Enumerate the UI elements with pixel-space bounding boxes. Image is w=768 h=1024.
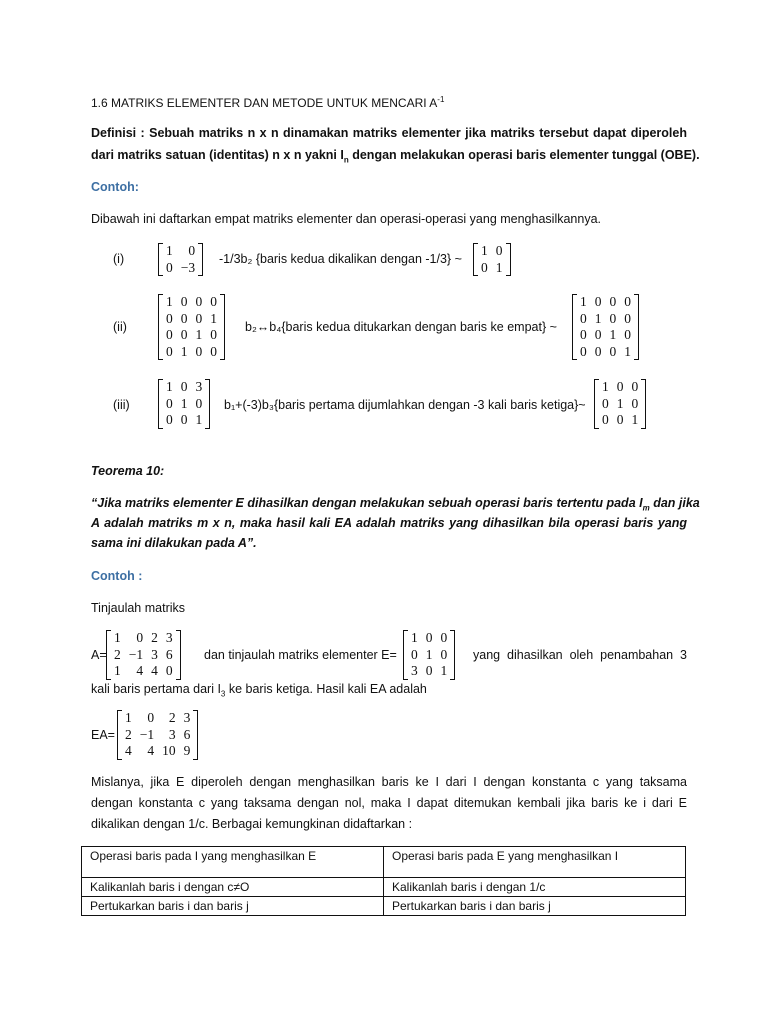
theorem-line-2: A adalah matriks m x n, maka hasil kali EA adalah matriks yang dihasilkan bila operasi baris yang	[91, 516, 687, 530]
operations-table	[81, 846, 686, 916]
matrix-cell: 0	[495, 243, 503, 258]
matrix-cell: 0	[425, 630, 433, 645]
matrix-cell: 0	[195, 395, 203, 411]
matrix-row	[162, 396, 206, 413]
matrix-row	[121, 727, 194, 744]
matrix-cell: 0	[616, 379, 624, 394]
matrix-cell: 0	[210, 327, 217, 342]
matrix-row	[162, 243, 199, 260]
matrix-cell: 0	[440, 630, 448, 645]
matrix-cell: 0	[188, 243, 196, 258]
table-cell: Pertukarkan baris i dan baris j	[384, 897, 686, 916]
definition-line-2: dari matriks satuan (identitas) n x n yakni $I_n$ dengan melakukan operasi baris elementer tunggal (OBE).	[91, 148, 700, 165]
matrix-cell: 0	[166, 412, 173, 427]
matrix-row	[110, 647, 177, 664]
matrix-cell: 0	[609, 310, 617, 326]
matrix-cell: 0	[631, 395, 639, 411]
matrix-cell: 0	[166, 310, 173, 326]
matrix-cell: 1	[631, 412, 639, 427]
matrix-cell: 1	[180, 395, 188, 411]
matrix-row	[162, 344, 221, 361]
matrix-cell: 0	[580, 327, 587, 342]
matrix-a-label: A=	[91, 648, 107, 662]
matrix-cell: 1	[114, 663, 121, 678]
matrix-row	[162, 379, 206, 396]
matrix-cell: 0	[180, 412, 188, 427]
contoh-heading-2: Contoh :	[91, 569, 143, 583]
matrix-cell: 0	[580, 310, 587, 326]
matrix-cell: 6	[183, 726, 191, 742]
matrix-cell: 0	[166, 343, 173, 359]
matrix-cell: 0	[180, 379, 188, 394]
table-header-cell: Operasi baris pada I yang menghasilkan E	[82, 847, 384, 878]
matrix-cell: 0	[602, 412, 609, 427]
matrix-cell: 4	[147, 743, 155, 758]
intro-text: Dibawah ini daftarkan empat matriks elementer dan operasi-operasi yang menghasilkannya.	[91, 212, 601, 226]
matrix-iii-right	[594, 379, 646, 429]
matrix-i-right	[473, 243, 511, 276]
matrix-row	[162, 260, 199, 277]
matrix-cell: 0	[147, 710, 155, 725]
paragraph-line-3: dikalikan dengan 1/c. Berbagai kemungkinan didaftarkan :	[91, 817, 413, 831]
table-cell: Kalikanlah baris i dengan c≠O	[82, 878, 384, 897]
continuation-text: kali baris pertama dari $I_3$ ke baris ketiga. Hasil kali EA adalah	[91, 682, 427, 699]
matrix-cell: 1	[210, 310, 217, 326]
matrix-cell: 0	[166, 327, 173, 342]
matrix-cell: 0	[594, 294, 602, 309]
matrix-cell: 1	[580, 294, 587, 309]
matrix-cell: 1	[616, 395, 624, 411]
matrix-cell: 2	[114, 646, 121, 662]
matrix-row	[576, 294, 635, 311]
theorem-subscript: m	[642, 503, 650, 513]
matrix-cell: 1	[440, 663, 448, 678]
matrix-cell: 2	[151, 630, 158, 645]
matrix-row	[598, 396, 642, 413]
matrix-cell: 0	[180, 327, 188, 342]
matrix-row	[576, 311, 635, 328]
matrix-row	[162, 412, 206, 429]
matrix-ii-left	[158, 294, 225, 360]
matrix-e	[403, 630, 455, 680]
matrix-cell: 1	[609, 327, 617, 342]
matrix-cell: 3	[411, 663, 418, 678]
theorem-title: Teorema 10:	[91, 464, 165, 478]
matrix-cell: −1	[139, 726, 155, 742]
matrix-cell: 0	[481, 259, 488, 275]
matrix-row	[576, 327, 635, 344]
matrix-cell: 0	[580, 343, 587, 359]
matrix-cell: −1	[128, 646, 144, 662]
matrix-row	[576, 344, 635, 361]
matrix-cell: 1	[114, 630, 121, 645]
matrix-row	[477, 243, 507, 260]
matrix-iii-left	[158, 379, 210, 429]
matrix-cell: 1	[166, 243, 173, 258]
matrix-row	[110, 630, 177, 647]
matrix-cell: 1	[166, 294, 173, 309]
matrix-cell: 0	[594, 327, 602, 342]
matrix-cell: 0	[165, 663, 173, 678]
matrix-cell: 2	[168, 710, 176, 725]
matrix-cell: 1	[125, 710, 132, 725]
matrix-cell: 3	[151, 646, 158, 662]
matrix-cell: 0	[411, 646, 418, 662]
table-row	[82, 878, 686, 897]
matrix-cell: 1	[411, 630, 418, 645]
matrix-cell: 0	[624, 327, 631, 342]
example-i-label: (i)	[113, 252, 125, 266]
matrix-cell: 0	[195, 343, 203, 359]
matrix-cell: 0	[616, 412, 624, 427]
matrix-cell: 4	[151, 663, 158, 678]
matrix-cell: 4	[125, 743, 132, 758]
definition-line-1: Definisi : Sebuah matriks n x n dinamakan matriks elementer jika matriks tersebut dapat diperoleh	[91, 126, 687, 140]
example-ii-label: (ii)	[113, 320, 127, 334]
matrix-cell: 0	[180, 294, 188, 309]
theorem-line-3: sama ini dilakukan pada A”.	[91, 536, 257, 550]
matrix-e-text: yang dihasilkan oleh penambahan 3	[473, 648, 687, 662]
paragraph-line-1: Mislanya, jika E diperoleh dengan menghasilkan baris ke I dari I dengan konstanta c yang taksama	[91, 775, 687, 789]
theorem-line-1: “Jika matriks elementer E dihasilkan dengan melakukan sebuah operasi baris tertentu pada $I_m$ dan jika	[91, 496, 700, 513]
matrix-ea	[117, 710, 198, 760]
matrix-row	[110, 663, 177, 680]
matrix-cell: 1	[425, 646, 433, 662]
matrix-cell: 0	[425, 663, 433, 678]
definition-subscript: n	[343, 155, 349, 165]
matrix-cell: 1	[166, 379, 173, 394]
matrix-cell: 0	[180, 310, 188, 326]
matrix-ea-label: EA=	[91, 728, 115, 742]
matrix-cell: 3	[195, 379, 203, 394]
matrix-cell: 1	[195, 412, 203, 427]
matrix-cell: 0	[210, 343, 217, 359]
matrix-row	[407, 647, 451, 664]
table-cell: Pertukarkan baris i dan baris j	[82, 897, 384, 916]
matrix-cell: 1	[195, 327, 203, 342]
matrix-cell: 6	[165, 646, 173, 662]
matrix-cell: 1	[495, 259, 503, 275]
matrix-row	[598, 379, 642, 396]
matrix-row	[121, 743, 194, 760]
paragraph-line-2: dengan konstanta c yang taksama dengan nol, maka I dapat ditemukan kembali jika baris ke i dari E	[91, 796, 687, 810]
matrix-row	[407, 630, 451, 647]
matrix-row	[162, 327, 221, 344]
matrix-row	[477, 260, 507, 277]
matrix-cell: 0	[210, 294, 217, 309]
matrix-cell: 0	[195, 310, 203, 326]
matrix-row	[121, 710, 194, 727]
example-i-operation: -1/3b₂ {baris kedua dikalikan dengan -1/3} ~	[219, 252, 462, 266]
matrix-cell: 2	[125, 726, 132, 742]
matrix-cell: 1	[624, 343, 631, 359]
table-header-row	[82, 847, 686, 878]
matrix-cell: 0	[602, 395, 609, 411]
matrix-cell: 0	[624, 310, 631, 326]
matrix-cell: 3	[183, 710, 191, 725]
table-cell: Kalikanlah baris i dengan 1/c	[384, 878, 686, 897]
matrix-cell: 3	[165, 630, 173, 645]
contoh-heading-1: Contoh:	[91, 180, 139, 194]
matrix-cell: 0	[609, 343, 617, 359]
table-row	[82, 897, 686, 916]
matrix-i-left	[158, 243, 203, 276]
matrix-cell: 1	[602, 379, 609, 394]
matrix-ii-right	[572, 294, 639, 360]
example-iii-label: (iii)	[113, 398, 130, 412]
section-title-superscript: -1	[437, 95, 445, 104]
matrix-cell: 0	[624, 294, 631, 309]
matrix-cell: 0	[609, 294, 617, 309]
matrix-cell: 0	[166, 395, 173, 411]
matrix-row	[162, 311, 221, 328]
matrix-cell: 1	[481, 243, 488, 258]
matrix-row	[162, 294, 221, 311]
section-title: 1.6 MATRIKS ELEMENTER DAN METODE UNTUK MENCARI $A^{-1}$	[91, 95, 445, 110]
example-iii-operation: b₁+(-3)b₃{baris pertama dijumlahkan dengan -3 kali baris ketiga}~	[224, 398, 586, 412]
table-header-cell: Operasi baris pada E yang menghasilkan I	[384, 847, 686, 878]
tinjaulah-text: Tinjaulah matriks	[91, 601, 186, 615]
matrix-a-text: dan tinjaulah matriks elementer E=	[204, 648, 397, 662]
continuation-subscript: 3	[220, 689, 226, 699]
matrix-cell: 9	[183, 743, 191, 758]
matrix-cell: 0	[440, 646, 448, 662]
matrix-cell: 1	[180, 343, 188, 359]
matrix-cell: 0	[594, 343, 602, 359]
matrix-cell: 3	[168, 726, 176, 742]
matrix-cell: 10	[162, 743, 176, 758]
matrix-cell: 4	[136, 663, 144, 678]
matrix-cell: 1	[594, 310, 602, 326]
matrix-cell: 0	[631, 379, 639, 394]
matrix-cell: 0	[195, 294, 203, 309]
matrix-row	[598, 412, 642, 429]
matrix-a	[106, 630, 181, 680]
example-ii-operation: b₂↔b₄{baris kedua ditukarkan dengan baris ke empat} ~	[245, 320, 557, 334]
matrix-cell: 0	[166, 259, 173, 275]
matrix-cell: −3	[180, 259, 196, 275]
matrix-cell: 0	[136, 630, 144, 645]
matrix-row	[407, 663, 451, 680]
